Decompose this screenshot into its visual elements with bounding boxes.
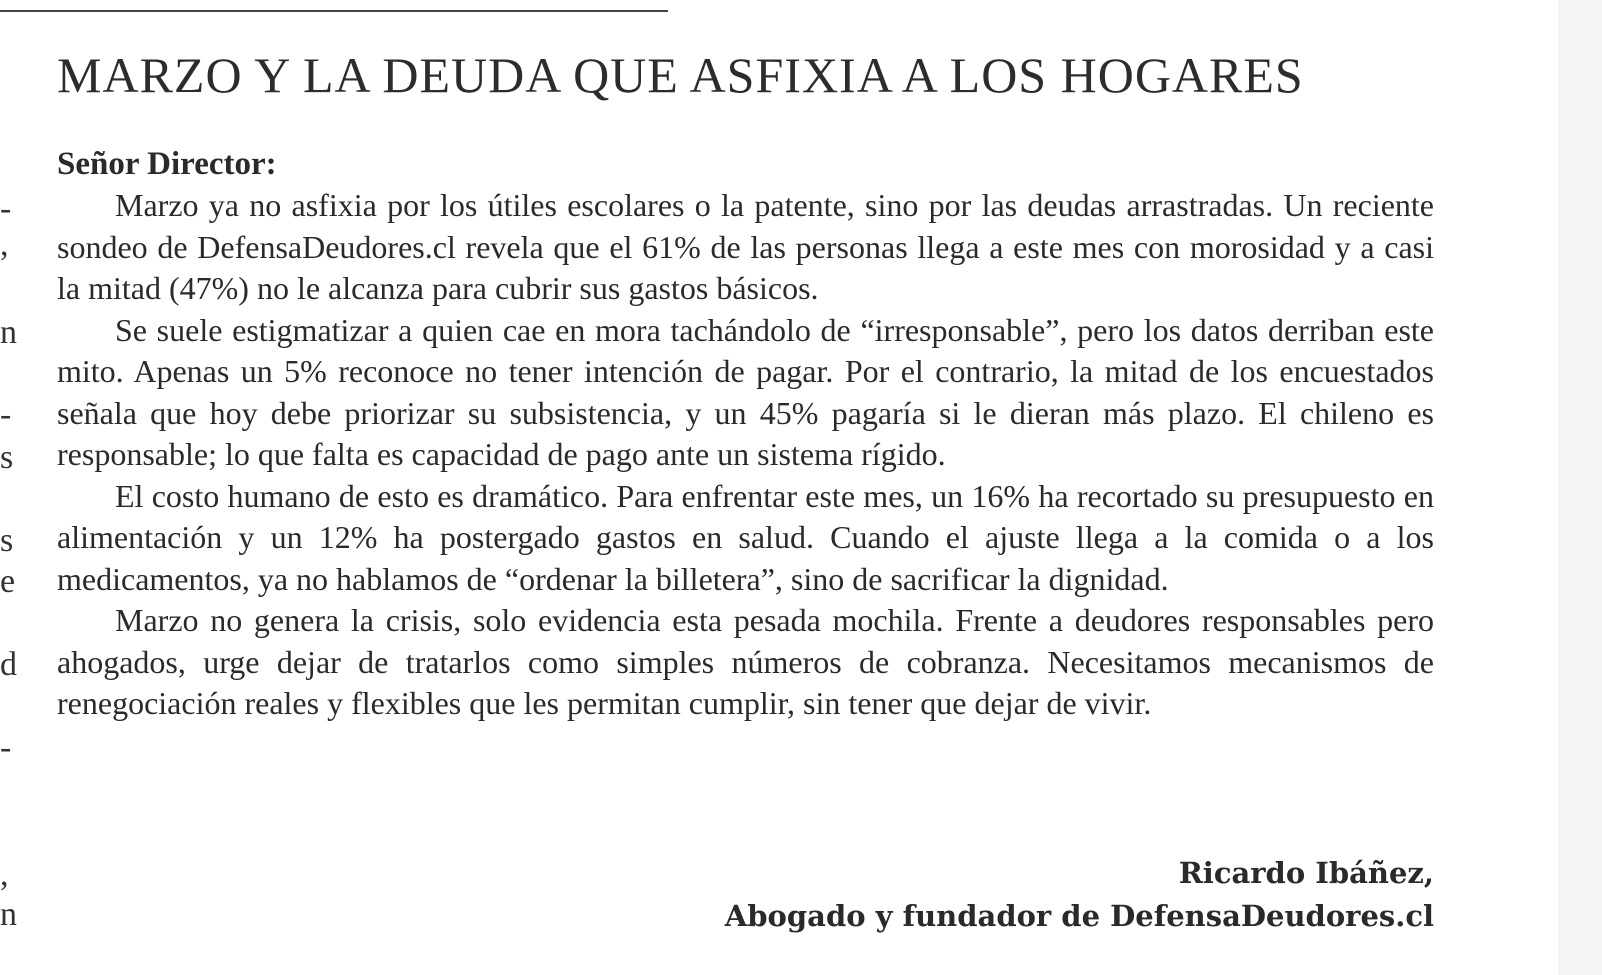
- letter-body: [57, 185, 1434, 725]
- adjacent-column-fragments: [0, 0, 20, 975]
- fragment-char: -: [0, 190, 12, 227]
- signature-name: Ricardo Ibáñez,: [1178, 856, 1434, 890]
- fragment-char: e: [0, 563, 16, 600]
- paragraph: El costo humano de esto es dramático. Para enfrentar este mes, un 16% ha recortado su presupuesto en alimentación y un 12% ha postergado gastos en salud. Cuando el ajuste llega a la comida o a los medicamentos, ya no hablamos de “ordenar la billetera”, sino de sacrificar la dignidad.: [57, 477, 1434, 597]
- paragraph: Se suele estigmatizar a quien cae en mora tachándolo de “irresponsable”, pero los datos derriban este mito. Apenas un 5% reconoce no tener intención de pagar. Por el contrario, la mitad de los encuestados señala que hoy debe priorizar su subsistencia, y un 45% pagaría si le dieran más plazo. El chileno es responsable; lo que falta es capacidad de pago ante un sistema rígido.: [57, 311, 1434, 472]
- fragment-char: -: [0, 729, 12, 766]
- headline: MARZO Y LA DEUDA QUE ASFIXIA A LOS HOGARES: [57, 47, 1304, 103]
- letter-to-editor: [57, 40, 1434, 725]
- fragment-char: d: [0, 646, 17, 683]
- paragraph: Marzo no genera la crisis, solo evidencia esta pesada mochila. Frente a deudores responsables pero ahogados, urge dejar de tratarlos como simples números de cobranza. Necesitamos mecanismos de renegociación reales y flexibles que les permitan cumplir, sin tener que dejar de vivir.: [57, 602, 1434, 721]
- fragment-char: n: [0, 314, 17, 351]
- fragment-char: ,: [0, 856, 9, 893]
- fragment-char: ,: [0, 226, 9, 263]
- paragraph: Marzo ya no asfixia por los útiles escolares o la patente, sino por las deudas arrastradas. Un reciente sondeo de DefensaDeudores.cl revela que el 61% de las personas llega a este mes con morosidad y a casi la mitad (47%) no le alcanza para cubrir sus gastos básicos.: [57, 187, 1434, 306]
- fragment-char: -: [0, 396, 12, 433]
- fragment-char: n: [0, 896, 17, 933]
- right-margin-band: [1558, 0, 1602, 975]
- fragment-char: s: [0, 522, 14, 559]
- fragment-char: s: [0, 439, 14, 476]
- signature-title: Abogado y fundador de DefensaDeudores.cl: [724, 899, 1434, 933]
- signature-block: [725, 852, 1434, 938]
- top-rule: [0, 10, 668, 12]
- salutation: Señor Director:: [57, 146, 277, 182]
